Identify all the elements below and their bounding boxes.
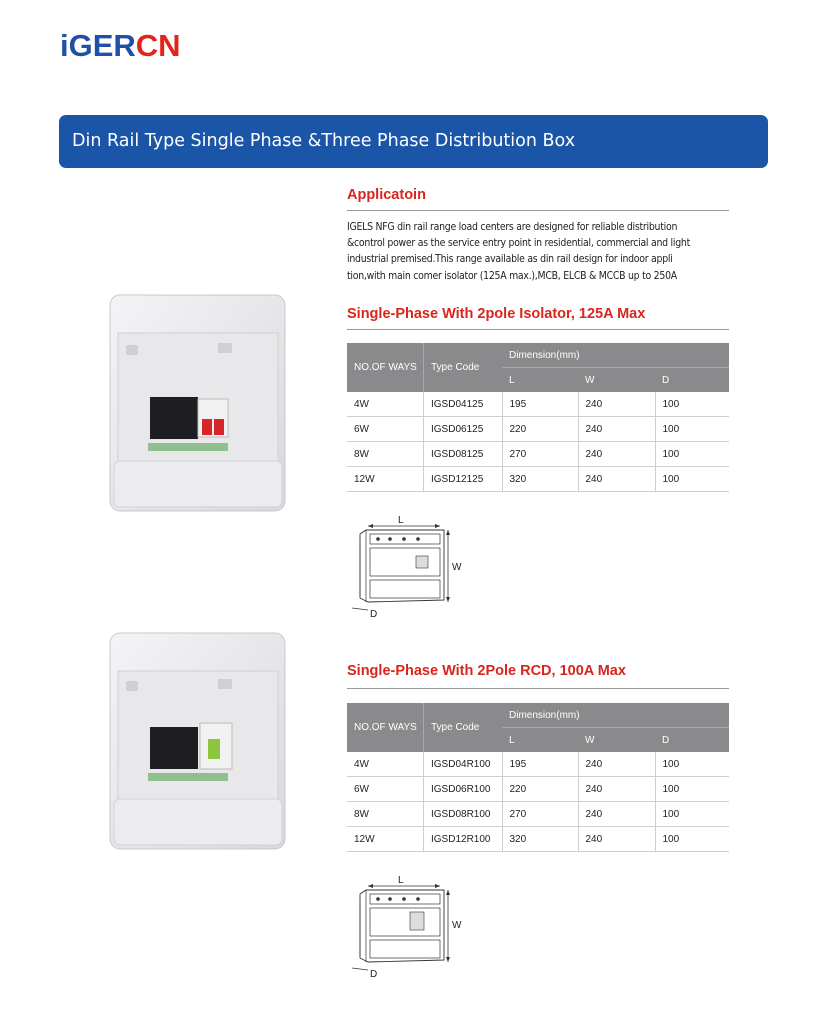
header-w: W bbox=[578, 728, 655, 753]
header-type-code: Type Code bbox=[424, 703, 503, 752]
table-row bbox=[347, 802, 729, 827]
header-ways: NO.OF WAYS bbox=[347, 343, 424, 392]
cell-code: IGSD04R100 bbox=[424, 752, 503, 777]
application-line: tion,with main comer isolator (125A max.),MCB, ELCB & MCCB up to 250A bbox=[347, 269, 677, 282]
cell-ways: 8W bbox=[347, 442, 424, 467]
cell-w: 240 bbox=[578, 777, 655, 802]
cell-d: 100 bbox=[655, 392, 729, 417]
cell-d: 100 bbox=[655, 827, 729, 852]
logo-part-2: CN bbox=[135, 28, 181, 63]
header-d: D bbox=[655, 368, 729, 393]
cell-d: 100 bbox=[655, 417, 729, 442]
header-type-code: Type Code bbox=[424, 343, 503, 392]
label-l: L bbox=[398, 875, 404, 886]
cell-ways: 4W bbox=[347, 752, 424, 777]
cell-code: IGSD12125 bbox=[424, 467, 503, 492]
cell-w: 240 bbox=[578, 827, 655, 852]
cell-ways: 12W bbox=[347, 467, 424, 492]
title-banner bbox=[59, 115, 768, 168]
cell-d: 100 bbox=[655, 442, 729, 467]
cell-ways: 8W bbox=[347, 802, 424, 827]
cell-l: 220 bbox=[502, 417, 578, 442]
cell-d: 100 bbox=[655, 802, 729, 827]
cell-d: 100 bbox=[655, 777, 729, 802]
section-2-heading: Single-Phase With 2Pole RCD, 100A Max bbox=[347, 663, 626, 679]
cell-code: IGSD12R100 bbox=[424, 827, 503, 852]
application-text bbox=[347, 219, 732, 284]
cell-code: IGSD08125 bbox=[424, 442, 503, 467]
banner-title: Din Rail Type Single Phase &Three Phase Distribution Box bbox=[72, 131, 576, 151]
cell-w: 240 bbox=[578, 392, 655, 417]
cell-code: IGSD04125 bbox=[424, 392, 503, 417]
application-line: IGELS NFG din rail range load centers are designed for reliable distribution bbox=[347, 221, 678, 233]
table-row bbox=[347, 442, 729, 467]
header-w: W bbox=[578, 368, 655, 393]
cell-l: 320 bbox=[502, 827, 578, 852]
label-d: D bbox=[370, 969, 378, 980]
table-row bbox=[347, 392, 729, 417]
cell-code: IGSD08R100 bbox=[424, 802, 503, 827]
label-d: D bbox=[370, 609, 378, 620]
application-line: &control power as the service entry point in residential, commercial and light bbox=[347, 237, 691, 250]
cell-w: 240 bbox=[578, 442, 655, 467]
dimension-drawing-1 bbox=[348, 512, 468, 620]
cell-d: 100 bbox=[655, 467, 729, 492]
cell-l: 195 bbox=[502, 752, 578, 777]
section-1-rule bbox=[347, 329, 729, 330]
section-2-spec-table bbox=[347, 703, 729, 852]
cell-l: 270 bbox=[502, 802, 578, 827]
label-l: L bbox=[398, 515, 404, 526]
cell-code: IGSD06R100 bbox=[424, 777, 503, 802]
table-row bbox=[347, 827, 729, 852]
header-d: D bbox=[655, 728, 729, 753]
section-1-spec-table bbox=[347, 343, 729, 492]
cell-l: 270 bbox=[502, 442, 578, 467]
table-row bbox=[347, 467, 729, 492]
dimension-drawing-2 bbox=[348, 872, 468, 980]
label-w: W bbox=[452, 562, 462, 573]
cell-l: 320 bbox=[502, 467, 578, 492]
section-2-rule bbox=[347, 688, 729, 689]
cell-w: 240 bbox=[578, 417, 655, 442]
application-line: industrial premised.This range available as din rail design for indoor appli bbox=[347, 253, 673, 266]
cell-d: 100 bbox=[655, 752, 729, 777]
table-row bbox=[347, 777, 729, 802]
logo-part-1: iGER bbox=[60, 28, 136, 63]
cell-w: 240 bbox=[578, 802, 655, 827]
header-ways: NO.OF WAYS bbox=[347, 703, 424, 752]
cell-l: 220 bbox=[502, 777, 578, 802]
cell-ways: 6W bbox=[347, 417, 424, 442]
cell-w: 240 bbox=[578, 752, 655, 777]
table-row bbox=[347, 417, 729, 442]
brand-logo bbox=[60, 28, 181, 64]
header-l: L bbox=[502, 728, 578, 753]
cell-w: 240 bbox=[578, 467, 655, 492]
cell-ways: 12W bbox=[347, 827, 424, 852]
application-heading: Applicatoin bbox=[347, 187, 426, 203]
product-photo-isolator bbox=[108, 293, 288, 513]
header-l: L bbox=[502, 368, 578, 393]
header-dimension: Dimension(mm) bbox=[502, 343, 729, 368]
section-1-heading: Single-Phase With 2pole Isolator, 125A Max bbox=[347, 306, 646, 322]
cell-ways: 4W bbox=[347, 392, 424, 417]
cell-l: 195 bbox=[502, 392, 578, 417]
table-row bbox=[347, 752, 729, 777]
label-w: W bbox=[452, 920, 462, 931]
header-dimension: Dimension(mm) bbox=[502, 703, 729, 728]
cell-ways: 6W bbox=[347, 777, 424, 802]
product-photo-rcd bbox=[108, 631, 288, 851]
application-rule bbox=[347, 210, 729, 211]
cell-code: IGSD06125 bbox=[424, 417, 503, 442]
